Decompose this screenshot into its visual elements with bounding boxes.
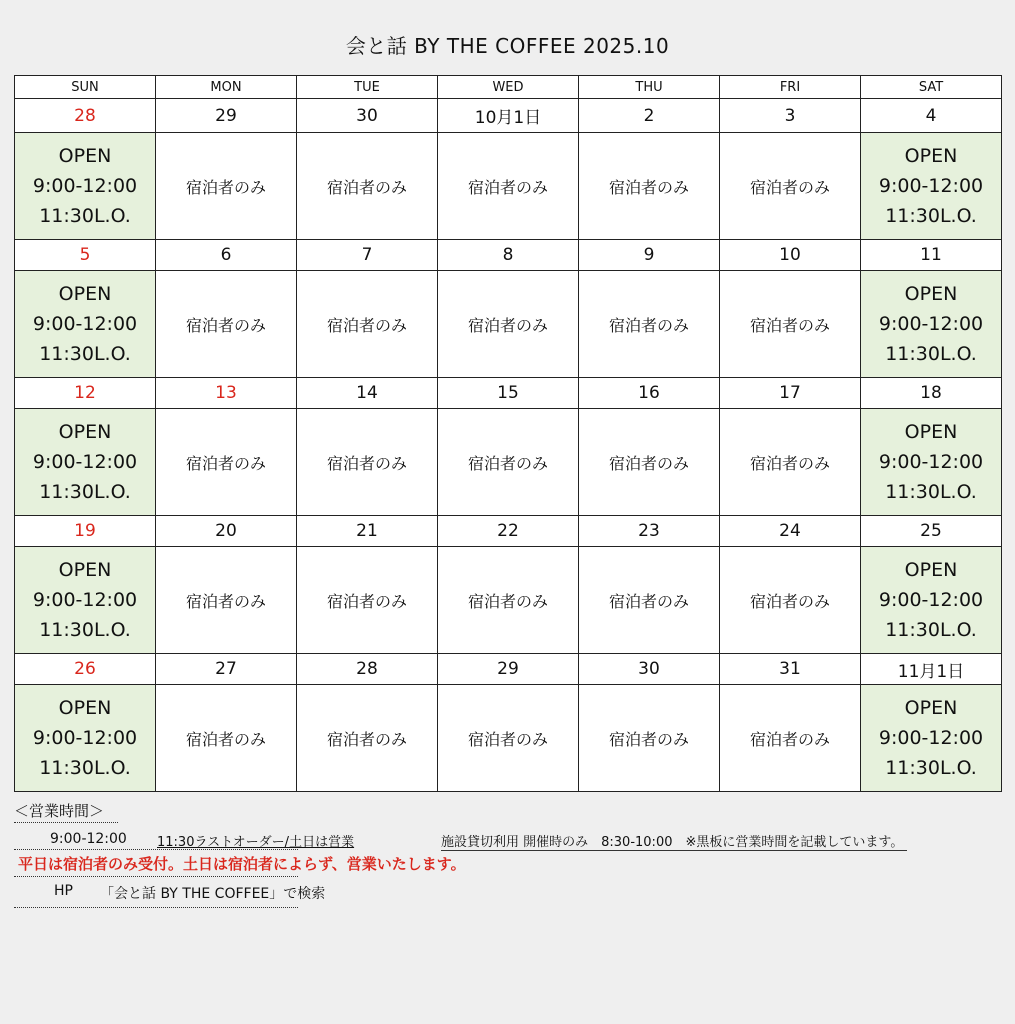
rental-text: 施設貸切利用 開催時のみ 8:30-10:00 ※黒板に営業時間を記載しています。 xyxy=(441,831,907,851)
content-row xyxy=(15,133,1002,240)
date-cell: 27 xyxy=(156,654,297,685)
guest-only-cell: 宿泊者のみ xyxy=(438,409,579,516)
weekday-wed: WED xyxy=(438,76,579,99)
page-title: 会と話 BY THE COFFEE 2025.10 xyxy=(345,34,670,58)
hours-line xyxy=(14,823,974,849)
date-cell: 11 xyxy=(861,240,1002,271)
guest-only-cell: 宿泊者のみ xyxy=(297,133,438,240)
open-hours-line: OPEN xyxy=(58,145,112,167)
open-hours-line: 11:30L.O. xyxy=(885,343,977,365)
date-cell: 4 xyxy=(861,99,1002,133)
open-hours-line: 9:00-12:00 xyxy=(878,589,984,611)
guest-only-cell: 宿泊者のみ xyxy=(720,547,861,654)
date-cell: 13 xyxy=(156,378,297,409)
content-row xyxy=(15,409,1002,516)
weekday-tue: TUE xyxy=(297,76,438,99)
date-cell: 17 xyxy=(720,378,861,409)
guest-only-cell: 宿泊者のみ xyxy=(579,271,720,378)
open-hours-line: 11:30L.O. xyxy=(39,757,131,779)
guest-only-cell: 宿泊者のみ xyxy=(579,133,720,240)
date-row xyxy=(15,378,1002,409)
date-cell: 10 xyxy=(720,240,861,271)
guest-only-cell: 宿泊者のみ xyxy=(579,547,720,654)
last-order-text: 11:30ラストオーダー/土日は営業 xyxy=(157,835,355,850)
date-cell: 16 xyxy=(579,378,720,409)
open-hours-line: OPEN xyxy=(904,697,958,719)
date-cell: 18 xyxy=(861,378,1002,409)
open-hours-line: OPEN xyxy=(904,559,958,581)
hp-search-text: 「会と話 BY THE COFFEE」で検索 xyxy=(100,886,326,902)
weekday-note: 平日は宿泊者のみ受付。土日は宿泊者によらず、営業いたします。 xyxy=(18,855,466,873)
open-hours-line: 11:30L.O. xyxy=(39,343,131,365)
open-hours-line: OPEN xyxy=(904,283,958,305)
weekday-header-row xyxy=(15,76,1002,99)
red-note-line xyxy=(14,849,974,875)
open-hours-line: OPEN xyxy=(904,145,958,167)
date-row xyxy=(15,240,1002,271)
guest-only-cell: 宿泊者のみ xyxy=(720,409,861,516)
content-row xyxy=(15,547,1002,654)
calendar-table xyxy=(14,75,1002,792)
date-cell: 19 xyxy=(15,516,156,547)
date-cell: 20 xyxy=(156,516,297,547)
guest-only-cell: 宿泊者のみ xyxy=(297,271,438,378)
date-cell: 6 xyxy=(156,240,297,271)
hp-line xyxy=(14,875,974,901)
date-cell: 2 xyxy=(579,99,720,133)
open-hours-line: 11:30L.O. xyxy=(39,205,131,227)
content-row xyxy=(15,685,1002,792)
weekday-fri: FRI xyxy=(720,76,861,99)
open-hours-line: 9:00-12:00 xyxy=(32,727,138,749)
open-hours-cell xyxy=(15,133,156,240)
open-hours-line: 9:00-12:00 xyxy=(32,313,138,335)
weekday-sun: SUN xyxy=(15,76,156,99)
date-cell: 30 xyxy=(297,99,438,133)
open-hours-line: 9:00-12:00 xyxy=(32,451,138,473)
open-hours-line: OPEN xyxy=(58,697,112,719)
open-hours-line: 9:00-12:00 xyxy=(878,727,984,749)
date-cell: 7 xyxy=(297,240,438,271)
guest-only-cell: 宿泊者のみ xyxy=(438,685,579,792)
content-row xyxy=(15,271,1002,378)
guest-only-cell: 宿泊者のみ xyxy=(720,271,861,378)
open-hours-line: 9:00-12:00 xyxy=(878,175,984,197)
open-hours-cell xyxy=(861,133,1002,240)
date-cell: 24 xyxy=(720,516,861,547)
weekday-sat: SAT xyxy=(861,76,1002,99)
date-cell: 9 xyxy=(579,240,720,271)
date-cell: 29 xyxy=(438,654,579,685)
guest-only-cell: 宿泊者のみ xyxy=(297,685,438,792)
date-cell: 28 xyxy=(15,99,156,133)
hp-label: HP xyxy=(54,883,73,899)
open-hours-line: 11:30L.O. xyxy=(39,619,131,641)
date-cell: 22 xyxy=(438,516,579,547)
guest-only-cell: 宿泊者のみ xyxy=(438,271,579,378)
open-hours-cell xyxy=(15,409,156,516)
open-hours-line: 9:00-12:00 xyxy=(878,313,984,335)
open-hours-line: OPEN xyxy=(58,283,112,305)
date-cell: 14 xyxy=(297,378,438,409)
open-hours-line: 9:00-12:00 xyxy=(32,175,138,197)
weekday-mon: MON xyxy=(156,76,297,99)
guest-only-cell: 宿泊者のみ xyxy=(156,409,297,516)
open-hours-line: OPEN xyxy=(904,421,958,443)
date-cell: 10月1日 xyxy=(438,99,579,133)
date-cell: 29 xyxy=(156,99,297,133)
dotted-divider xyxy=(14,907,298,908)
hours-text: 9:00-12:00 xyxy=(50,831,127,847)
open-hours-cell xyxy=(15,685,156,792)
guest-only-cell: 宿泊者のみ xyxy=(720,685,861,792)
open-hours-line: 9:00-12:00 xyxy=(878,451,984,473)
guest-only-cell: 宿泊者のみ xyxy=(156,133,297,240)
date-cell: 15 xyxy=(438,378,579,409)
date-row xyxy=(15,99,1002,133)
date-cell: 12 xyxy=(15,378,156,409)
date-cell: 23 xyxy=(579,516,720,547)
guest-only-cell: 宿泊者のみ xyxy=(297,409,438,516)
guest-only-cell: 宿泊者のみ xyxy=(297,547,438,654)
date-cell: 26 xyxy=(15,654,156,685)
date-cell: 25 xyxy=(861,516,1002,547)
guest-only-cell: 宿泊者のみ xyxy=(720,133,861,240)
guest-only-cell: 宿泊者のみ xyxy=(156,685,297,792)
open-hours-line: 11:30L.O. xyxy=(39,481,131,503)
open-hours-line: 11:30L.O. xyxy=(885,205,977,227)
date-row xyxy=(15,654,1002,685)
date-row xyxy=(15,516,1002,547)
open-hours-line: 11:30L.O. xyxy=(885,619,977,641)
business-hours-heading: ＜営業時間＞ xyxy=(14,800,118,823)
date-cell: 31 xyxy=(720,654,861,685)
date-cell: 21 xyxy=(297,516,438,547)
notes-section xyxy=(14,800,974,901)
guest-only-cell: 宿泊者のみ xyxy=(579,409,720,516)
date-cell: 3 xyxy=(720,99,861,133)
open-hours-cell xyxy=(15,271,156,378)
date-cell: 5 xyxy=(15,240,156,271)
date-cell: 8 xyxy=(438,240,579,271)
open-hours-cell xyxy=(861,547,1002,654)
guest-only-cell: 宿泊者のみ xyxy=(156,271,297,378)
open-hours-cell xyxy=(861,409,1002,516)
date-cell: 11月1日 xyxy=(861,654,1002,685)
open-hours-cell xyxy=(861,271,1002,378)
weekday-thu: THU xyxy=(579,76,720,99)
date-cell: 30 xyxy=(579,654,720,685)
open-hours-line: 11:30L.O. xyxy=(885,757,977,779)
guest-only-cell: 宿泊者のみ xyxy=(438,547,579,654)
open-hours-cell xyxy=(15,547,156,654)
open-hours-line: 9:00-12:00 xyxy=(32,589,138,611)
open-hours-line: OPEN xyxy=(58,421,112,443)
guest-only-cell: 宿泊者のみ xyxy=(579,685,720,792)
open-hours-cell xyxy=(861,685,1002,792)
guest-only-cell: 宿泊者のみ xyxy=(438,133,579,240)
open-hours-line: OPEN xyxy=(58,559,112,581)
open-hours-line: 11:30L.O. xyxy=(885,481,977,503)
date-cell: 28 xyxy=(297,654,438,685)
guest-only-cell: 宿泊者のみ xyxy=(156,547,297,654)
